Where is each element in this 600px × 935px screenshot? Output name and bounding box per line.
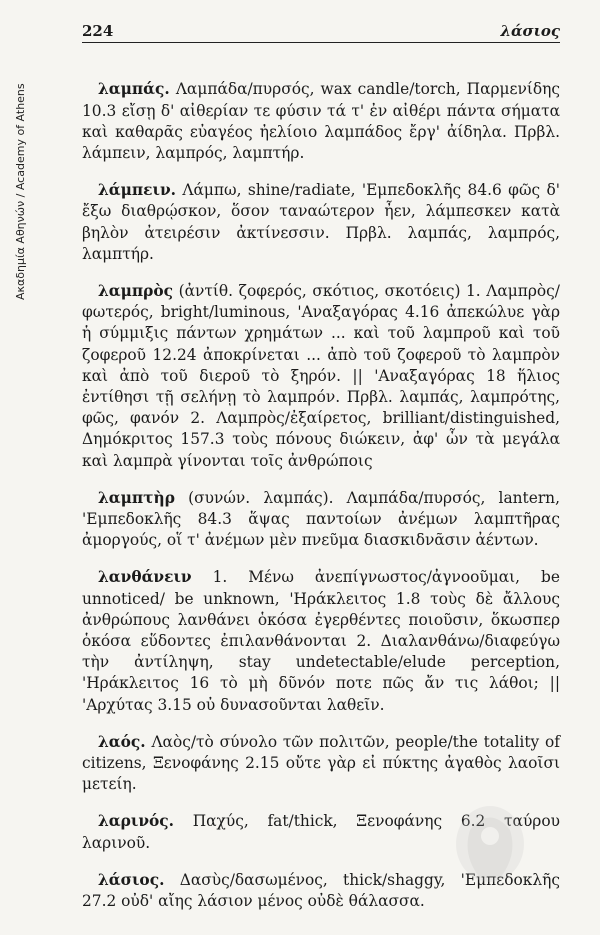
entry-lemma: λαμπρὸς bbox=[98, 282, 174, 301]
academy-seal-watermark bbox=[430, 800, 560, 885]
entry-text: Δασὺς/δασωμένος, thick/shaggy, 'Εμπεδοκλῆς 27.2 οὐδ' αἴης λάσιον μένος οὐδὲ θάλασσα. bbox=[82, 870, 560, 911]
entry-text: (συνών. λαμπάς). Λαμπάδα/πυρσός, lantern, 'Εμπεδοκλῆς 84.3 ἅψας παντοίων ἀνέμων λαμπτῆρας ἀμοργούς, οἵ τ' ἀνέμων μὲν πνεῦμα διασκιδνᾶσιν ἀέντων. bbox=[82, 488, 560, 550]
running-head: λάσιος bbox=[500, 22, 560, 40]
entry-text: Λαμπάδα/πυρσός, wax candle/torch, Παρμενίδης 10.3 εἴσῃ δ' αἰθερίαν τε φύσιν τά τ' ἐν αἰθέρι πάντα σήματα καὶ καθαρᾶς εὐαγέος ἠελίοιο λαμπάδος ἔργ' ἀίδηλα. Πρβλ. λάμπειν, λαμπρός, λαμπτήρ. bbox=[82, 80, 560, 162]
entry-lemma: λάσιος. bbox=[98, 870, 165, 889]
entry-lemma: λαμπτὴρ bbox=[98, 488, 175, 507]
dictionary-entries bbox=[82, 64, 560, 928]
entry-lemma: λαρινός. bbox=[98, 812, 174, 831]
entry-text: 1. Μένω ἀνεπίγνωστος/ἀγνοοῦμαι, be unnoticed/ be unknown, 'Ηράκλειτος 1.8 τοὺς δὲ ἄλλους ἀνθρώπους λανθάνει ὁκόσα ἐγερθέντες ποιοῦσιν, ὅκωσπερ ὁκόσα εὕδοντες ἐπιλανθάνονται 2. Διαλανθάνω/διαφεύγω τὴν ἀντίληψη, stay undetectable/elude perception, 'Ηράκλειτος 16 τὸ μὴ δῦνόν ποτε πῶς ἄν τις λάθοι; || 'Αρχύτας 3.15 οὐ δυνασοῦνται λαθεῖν. bbox=[82, 568, 560, 714]
entry-lemma: λαός. bbox=[98, 732, 146, 751]
entry-text: (ἀντίθ. ζοφερός, σκότιος, σκοτόεις) 1. Λαμπρὸς/φωτερός, bright/luminous, 'Αναξαγόρας 4.16 ἀπεκώλυε γὰρ ἡ σύμμιξις πάντων χρημάτων ... καὶ τοῦ λαμπροῦ καὶ τοῦ ζοφεροῦ 12.24 ἀποκρίνεται ... ἀπὸ τοῦ ζοφεροῦ τὸ λαμπρὸν καὶ ἀπὸ τοῦ διεροῦ τὸ ξηρόν. || 'Αναξαγόρας 18 ἥλιος ἐντίθησι τῇ σελήνῃ τὸ λαμπρόν. Πρβλ. λαμπάς, λαμπρότης, φῶς, φανόν 2. Λαμπρὸς/ἐξαίρετος, brilliant/distinguished, Δημόκριτος 157.3 τοὺς πόνους διώκειν, ἀφ' ὧν τὰ μεγάλα καὶ λαμπρὰ γίνονται τοῖς ἀνθρώποις bbox=[82, 282, 560, 470]
entry-lemma: λάμπειν. bbox=[98, 181, 177, 200]
entry-lampros bbox=[82, 281, 560, 472]
entry-text: Λάμπω, shine/radiate, 'Εμπεδοκλῆς 84.6 φῶς δ' ἔξω διαθρῴσκον, ὅσον ταναώτερον ἦεν, λάμπεσκεν κατὰ βηλὸν ἀτειρέσιν ἀκτίνεσσιν. Πρβλ. λαμπάς, λαμπρός, λαμπτήρ. bbox=[82, 181, 560, 263]
entry-text: Παχύς, fat/thick, Ξενοφάνης 6.2 ταύρου λαρινοῦ. bbox=[82, 812, 560, 852]
entry-lampein bbox=[82, 180, 560, 265]
entry-lemma: λανθάνειν bbox=[98, 568, 192, 587]
entry-lampter bbox=[82, 488, 560, 552]
page-number: 224 bbox=[82, 22, 114, 40]
academy-watermark: Ακαδημία Αθηνών / Academy of Athens bbox=[14, 83, 27, 300]
entry-lampas bbox=[82, 79, 560, 164]
entry-text: Λαὸς/τὸ σύνολο τῶν πολιτῶν, people/the totality of citizens, Ξενοφάνης 2.15 οὔτε γὰρ εἰ πύκτης ἀγαθὸς λαοῖσι μετείη. bbox=[82, 732, 560, 794]
entry-lemma: λαμπάς. bbox=[98, 80, 170, 99]
entry-laos bbox=[82, 732, 560, 796]
page-header bbox=[82, 20, 560, 43]
entry-lanthanein bbox=[82, 567, 560, 715]
